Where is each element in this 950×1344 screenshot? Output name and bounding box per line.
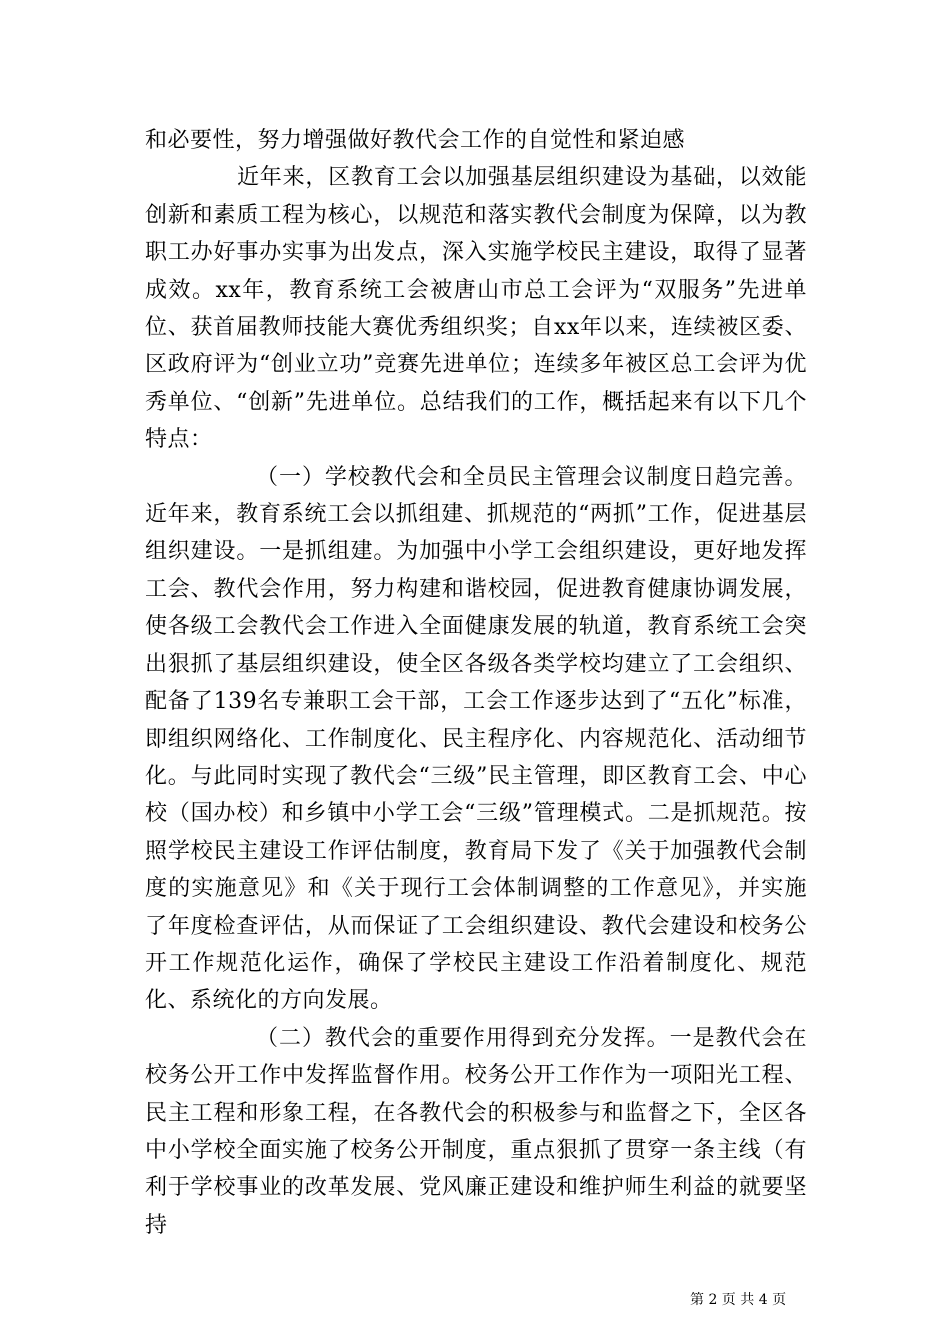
document-body [145,122,807,1244]
paragraph-section-two: （二）教代会的重要作用得到充分发挥。一是教代会在校务公开工作中发挥监督作用。校务公开工作作为一项阳光工程、民主工程和形象工程，在各教代会的积极参与和监督之下，全区各中小学校全面实施了校务公开制度，重点狠抓了贯穿一条主线（有利于学校事业的改革发展、党风廉正建设和维护师生利益的就要坚持 [145,1025,807,1238]
paragraph-section-one: （一）学校教代会和全员民主管理会议制度日趋完善。近年来，教育系统工会以抓组建、抓规范的“两抓”工作，促进基层组织建设。一是抓组建。为加强中小学工会组织建设，更好地发挥工会、教代会作用，努力构建和谐校园，促进教育健康协调发展，使各级工会教代会工作进入全面健康发展的轨道，教育系统工会突出狠抓了基层组织建设，使全区各级各类学校均建立了工会组织、配备了139名专兼职工会干部，工会工作逐步达到了“五化”标准，即组织网络化、工作制度化、民主程序化、内容规范化、活动细节化。与此同时实现了教代会“三级”民主管理，即区教育工会、中心校（国办校）和乡镇中小学工会“三级”管理模式。二是抓规范。按照学校民主建设工作评估制度，教育局下发了《关于加强教代会制度的实施意见》和《关于现行工会体制调整的工作意见》，并实施了年度检查评估，从而保证了工会组织建设、教代会建设和校务公开工作规范化运作，确保了学校民主建设工作沿着制度化、规范化、系统化的方向发展。 [145,464,807,1014]
paragraph-continuation: 和必要性，努力增强做好教代会工作的自觉性和紧迫感 [145,128,686,153]
page-number-footer: 第 2 页 共 4 页 [690,1292,787,1308]
paragraph-achievements: 近年来，区教育工会以加强基层组织建设为基础，以效能创新和素质工程为核心，以规范和落实教代会制度为保障，以为教职工办好事办实事为出发点，深入实施学校民主建设，取得了显著成效。xx年，教育系统工会被唐山市总工会评为“双服务”先进单位、获首届教师技能大赛优秀组织奖；自xx年以来，连续被区委、区政府评为“创业立功”竞赛先进单位；连续多年被区总工会评为优秀单位、“创新”先进单位。总结我们的工作，概括起来有以下几个特点： [145,165,807,453]
